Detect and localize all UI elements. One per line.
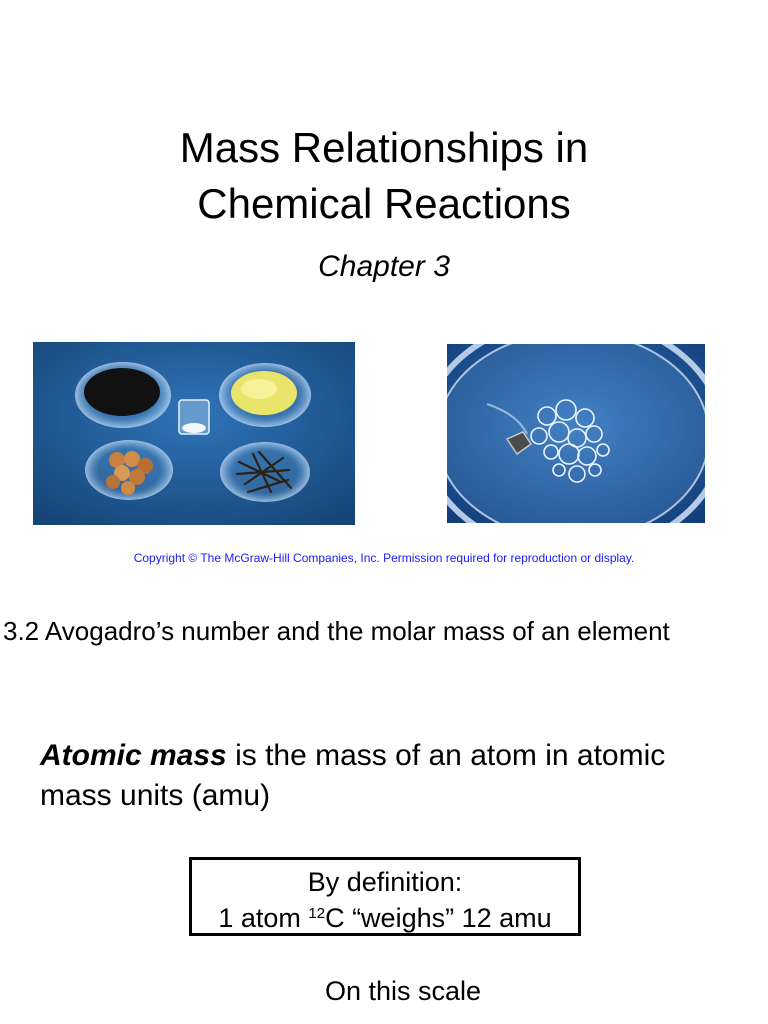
box-line-1: By definition: — [307, 867, 463, 897]
box-prefix: 1 atom — [218, 903, 309, 933]
photo-substances-in-dishes — [33, 342, 355, 525]
scale-text: On this scale — [324, 976, 482, 1006]
box-superscript: 12 — [308, 905, 326, 922]
slide-title — [0, 120, 768, 232]
box-line-2 — [192, 900, 578, 936]
definition-text: is the mass of an atom in atomic mass units (amu) — [40, 739, 666, 812]
section-heading: 3.2 Avogadro’s number and the molar mass of an element — [3, 616, 670, 646]
definition-box — [189, 857, 581, 936]
title-line-2: Chemical Reactions — [197, 180, 571, 227]
copyright-notice: Copyright © The McGraw-Hill Companies, Inc. Permission required for reproduction or display. — [133, 551, 635, 565]
definition-term: Atomic mass — [40, 739, 227, 772]
chapter-subtitle: Chapter 3 — [318, 250, 450, 283]
photo-metal-bubbling-in-water — [447, 344, 705, 523]
atomic-mass-definition — [40, 736, 740, 816]
box-suffix: C “weighs” 12 amu — [325, 903, 552, 933]
title-line-1: Mass Relationships in — [179, 124, 589, 171]
